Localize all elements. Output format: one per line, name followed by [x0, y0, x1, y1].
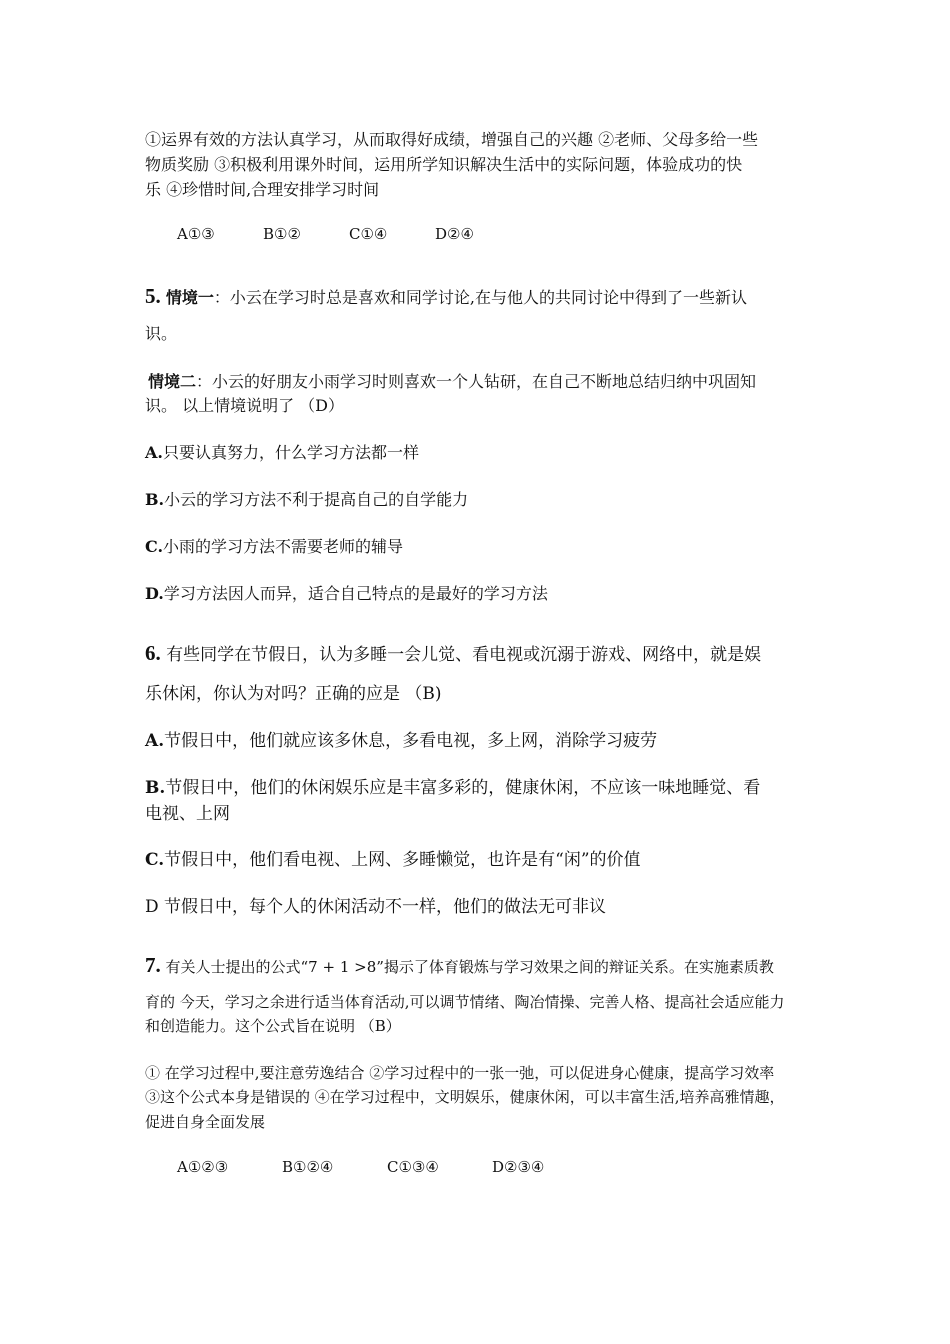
q7-option-a: A①②③ — [177, 1158, 229, 1176]
q5-scene1-line-2: 识。 — [145, 324, 178, 343]
q7-statement-line-1: ① 在学习过程中,要注意劳逸结合 ②学习过程中的一张一弛，可以促进身心健康，提高学习效率 — [145, 1064, 775, 1082]
q7-stem-line-1 — [145, 953, 774, 978]
q5-option-d — [145, 581, 548, 604]
q5-option-a — [145, 440, 419, 463]
q4-statement-line-1: ①运界有效的方法认真学习，从而取得好成绩，增强自己的兴趣 ②老师、父母多给一些 — [145, 130, 759, 149]
q4-statement-line-3: 乐 ④珍惜时间,合理安排学习时间 — [145, 180, 380, 199]
option-text: 小雨的学习方法不需要老师的辅导 — [163, 537, 404, 556]
q7-stem-line-2: 育的 今天，学习之余进行适当体育活动,可以调节情绪、陶冶情操、完善人格、提高社会适应能力 — [145, 993, 785, 1011]
q7-statement-line-3: 促进自身全面发展 — [145, 1113, 266, 1131]
option-text: 只要认真努力，什么学习方法都一样 — [162, 443, 419, 462]
q6-stem-line-2: 乐休闲，你认为对吗？正确的应是 （B) — [145, 684, 442, 704]
q5-scene2-label: 情境二 — [148, 372, 197, 391]
q4-option-b: B①② — [263, 225, 301, 243]
q5-scene1-label: 情境一 — [165, 288, 214, 307]
q5-scene2-line-1 — [148, 369, 756, 392]
option-letter: B. — [145, 490, 165, 509]
q4-option-c: C①④ — [349, 225, 388, 243]
option-letter: C. — [145, 537, 164, 556]
q6-stem-line-1 — [145, 640, 761, 666]
q7-statement-line-2: ③这个公式本身是错误的 ④在学习过程中，文明娱乐，健康休闲，可以丰富生活,培养高雅情趣， — [145, 1088, 785, 1106]
q7-stem-text: 有关人士提出的公式“7 + 1 >8”揭示了体育锻炼与学习效果之间的辩证关系。在实施素质教 — [160, 958, 774, 976]
q7-option-b: B①②④ — [282, 1158, 334, 1176]
q5-scene2-text: ：小云的好朋友小雨学习时则喜欢一个人钻研，在自己不断地总结归纳中巩固知 — [196, 372, 757, 391]
option-text: 小云的学习方法不利于提高自己的自学能力 — [164, 490, 469, 509]
option-text: 节假日中，他们就应该多休息，多看电视，多上网，消除学习疲劳 — [164, 731, 658, 751]
option-letter: A. — [145, 731, 165, 751]
option-text: 节假日中，每个人的休闲活动不一样，他们的做法无可非议 — [158, 897, 607, 917]
q5-option-b — [145, 487, 468, 510]
q6-option-b-continued: 电视、上网 — [145, 804, 230, 824]
q6-number: 6. — [145, 641, 161, 665]
q4-statement-line-2: 物质奖励 ③积极利用课外时间，运用所学知识解决生活中的实际问题，体验成功的快 — [145, 155, 743, 174]
q6-option-b — [145, 773, 760, 798]
q7-option-d: D②③④ — [492, 1158, 545, 1176]
q7-number: 7. — [145, 953, 161, 977]
q6-option-c — [145, 845, 641, 870]
q5-number: 5. — [145, 284, 161, 308]
option-text: 节假日中，他们看电视、上网、多睡懒觉，也许是有“闲”的价值 — [164, 850, 641, 870]
q5-scene1-line-1 — [145, 284, 747, 309]
option-letter: B. — [145, 778, 166, 798]
option-text: 节假日中，他们的休闲娱乐应是丰富多彩的，健康休闲，不应该一味地睡觉、看 — [165, 778, 761, 798]
option-letter: D — [145, 897, 159, 917]
q6-option-d — [145, 892, 606, 917]
q5-scene1-text: ：小云在学习时总是喜欢和同学讨论,在与他人的共同讨论中得到了一些新认 — [213, 288, 747, 307]
q5-scene2-line-2: 识。 以上情境说明了 （D） — [145, 396, 345, 415]
option-letter: D. — [145, 584, 164, 603]
q5-option-c — [145, 534, 403, 557]
q7-option-c: C①③④ — [387, 1158, 439, 1176]
q6-stem-text: 有些同学在节假日，认为多睡一会儿觉、看电视或沉溺于游戏、网络中，就是娱 — [160, 645, 762, 665]
q7-stem-line-3: 和创造能力。这个公式旨在说明 （B） — [145, 1017, 401, 1035]
q6-option-a — [145, 726, 657, 751]
option-letter: A. — [145, 443, 163, 462]
option-text: 学习方法因人而异，适合自己特点的是最好的学习方法 — [163, 584, 548, 603]
option-letter: C. — [145, 850, 165, 870]
q4-option-d: D②④ — [435, 225, 474, 243]
q4-option-a: A①③ — [177, 225, 215, 243]
